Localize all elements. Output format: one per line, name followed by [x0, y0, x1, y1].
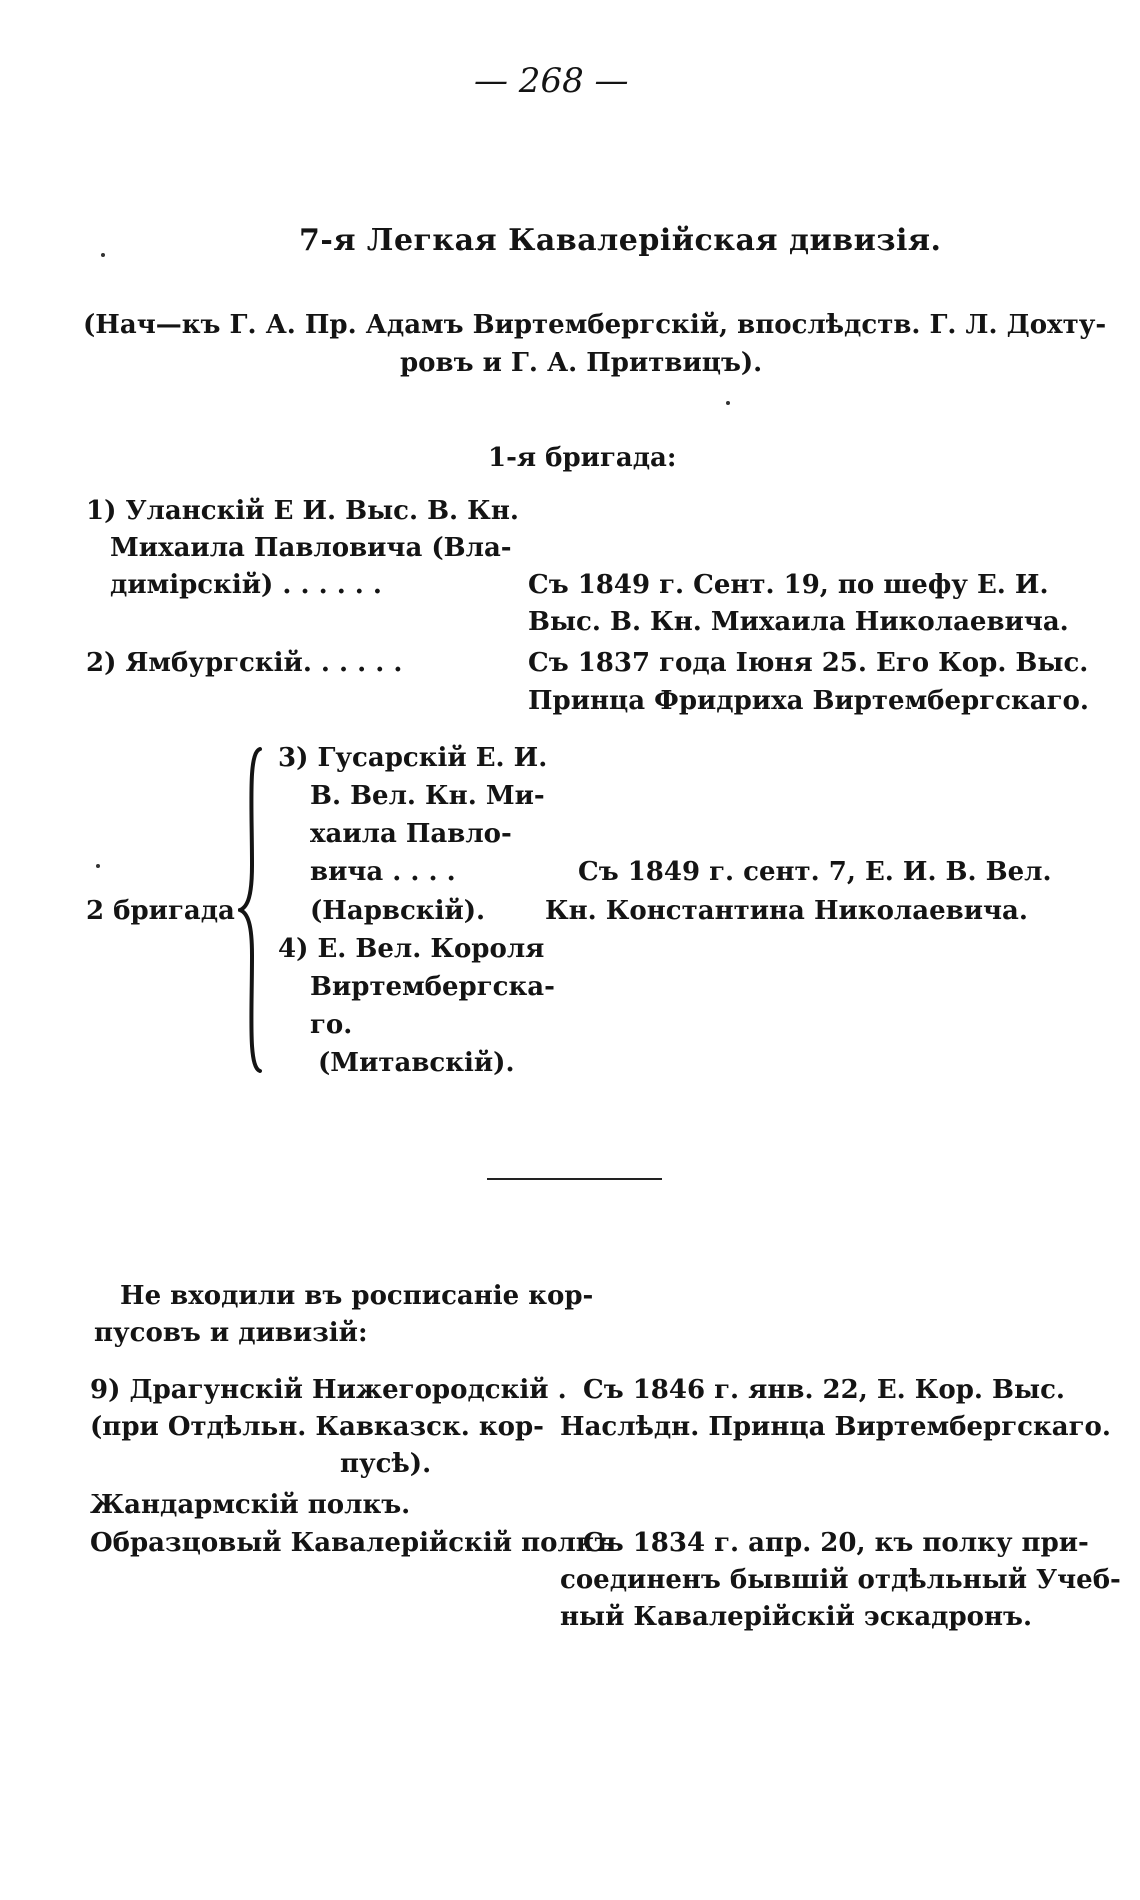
regiment-4-line-1: 4) Е. Вел. Короля — [278, 934, 545, 964]
regiment-1-line-2: Михаила Павловича (Вла- — [110, 533, 512, 563]
brigade-2-note-1: Съ 1849 г. сент. 7, Е. И. В. Вел. — [578, 857, 1052, 887]
dragoon-note-2: Наслѣдн. Принца Виртембергскаго. — [560, 1412, 1111, 1442]
model-cavalry-note-2: соединенъ бывшій отдѣльный Учеб- — [560, 1565, 1121, 1595]
regiment-3-line-3: хаила Павло- — [310, 819, 512, 849]
regiment-1-line-3: димірскій) . . . . . . — [110, 570, 382, 600]
not-included-heading-2: пусовъ и дивизій: — [94, 1318, 368, 1348]
dragoon-line-1: 9) Драгунскій Нижегородскій . — [90, 1375, 567, 1405]
regiment-4-line-3: го. — [310, 1010, 353, 1040]
regiment-1-note-2: Выс. В. Кн. Михаила Николаевича. — [528, 607, 1069, 637]
regiment-4-line-2: Виртембергска- — [310, 972, 555, 1002]
brigade-2-brace — [238, 745, 268, 1075]
regiment-1-line-1: 1) Уланскій Е И. Выс. В. Кн. — [86, 496, 519, 526]
dragoon-line-2: (при Отдѣльн. Кавказск. кор- — [90, 1412, 544, 1442]
scan-speck — [726, 401, 730, 405]
brigade-2-label: 2 бригада — [86, 896, 235, 926]
brigade-1-heading: 1-я бригада: — [488, 443, 677, 473]
regiment-2-note-1: Съ 1837 года Іюня 25. Его Кор. Выс. — [528, 648, 1089, 678]
regiment-3-line-1: 3) Гусарскій Е. И. — [278, 743, 548, 773]
regiment-4-line-4: (Митавскій). — [318, 1048, 515, 1078]
regiment-2-note-2: Принца Фридриха Виртембергскаго. — [528, 686, 1089, 716]
dragoon-line-3: пусѣ). — [340, 1449, 432, 1479]
section-title: 7-я Легкая Кавалерійская дивизія. — [299, 223, 942, 258]
regiment-3-line-5: (Нарвскій). — [310, 896, 486, 926]
page-number: — 268 — — [474, 61, 629, 101]
regiment-1-note-1: Съ 1849 г. Сент. 19, по шефу Е. И. — [528, 570, 1049, 600]
gendarme-regiment: Жандармскій полкъ. — [90, 1490, 411, 1520]
not-included-heading-1: Не входили въ росписаніе кор- — [120, 1281, 594, 1311]
regiment-3-line-4: вича . . . . — [310, 857, 456, 887]
section-divider — [487, 1178, 662, 1180]
commanders-line-1: (Нач—къ Г. А. Пр. Адамъ Виртембергскій, впослѣдств. Г. Л. Дохту- — [83, 310, 1107, 340]
model-cavalry-regiment: Образцовый Кавалерійскій полкъ — [90, 1528, 615, 1558]
scan-speck — [96, 864, 100, 868]
dragoon-note-1: Съ 1846 г. янв. 22, Е. Кор. Выс. — [583, 1375, 1065, 1405]
commanders-line-2: ровъ и Г. А. Притвицъ). — [400, 348, 763, 378]
model-cavalry-note-1: Съ 1834 г. апр. 20, къ полку при- — [583, 1528, 1089, 1558]
model-cavalry-note-3: ный Кавалерійскій эскадронъ. — [560, 1602, 1033, 1632]
regiment-2-line-1: 2) Ямбургскій. . . . . . — [86, 648, 403, 678]
regiment-3-line-2: В. Вел. Кн. Ми- — [310, 781, 545, 811]
brigade-2-note-2: Кн. Константина Николаевича. — [545, 896, 1028, 926]
scan-speck — [101, 253, 105, 257]
